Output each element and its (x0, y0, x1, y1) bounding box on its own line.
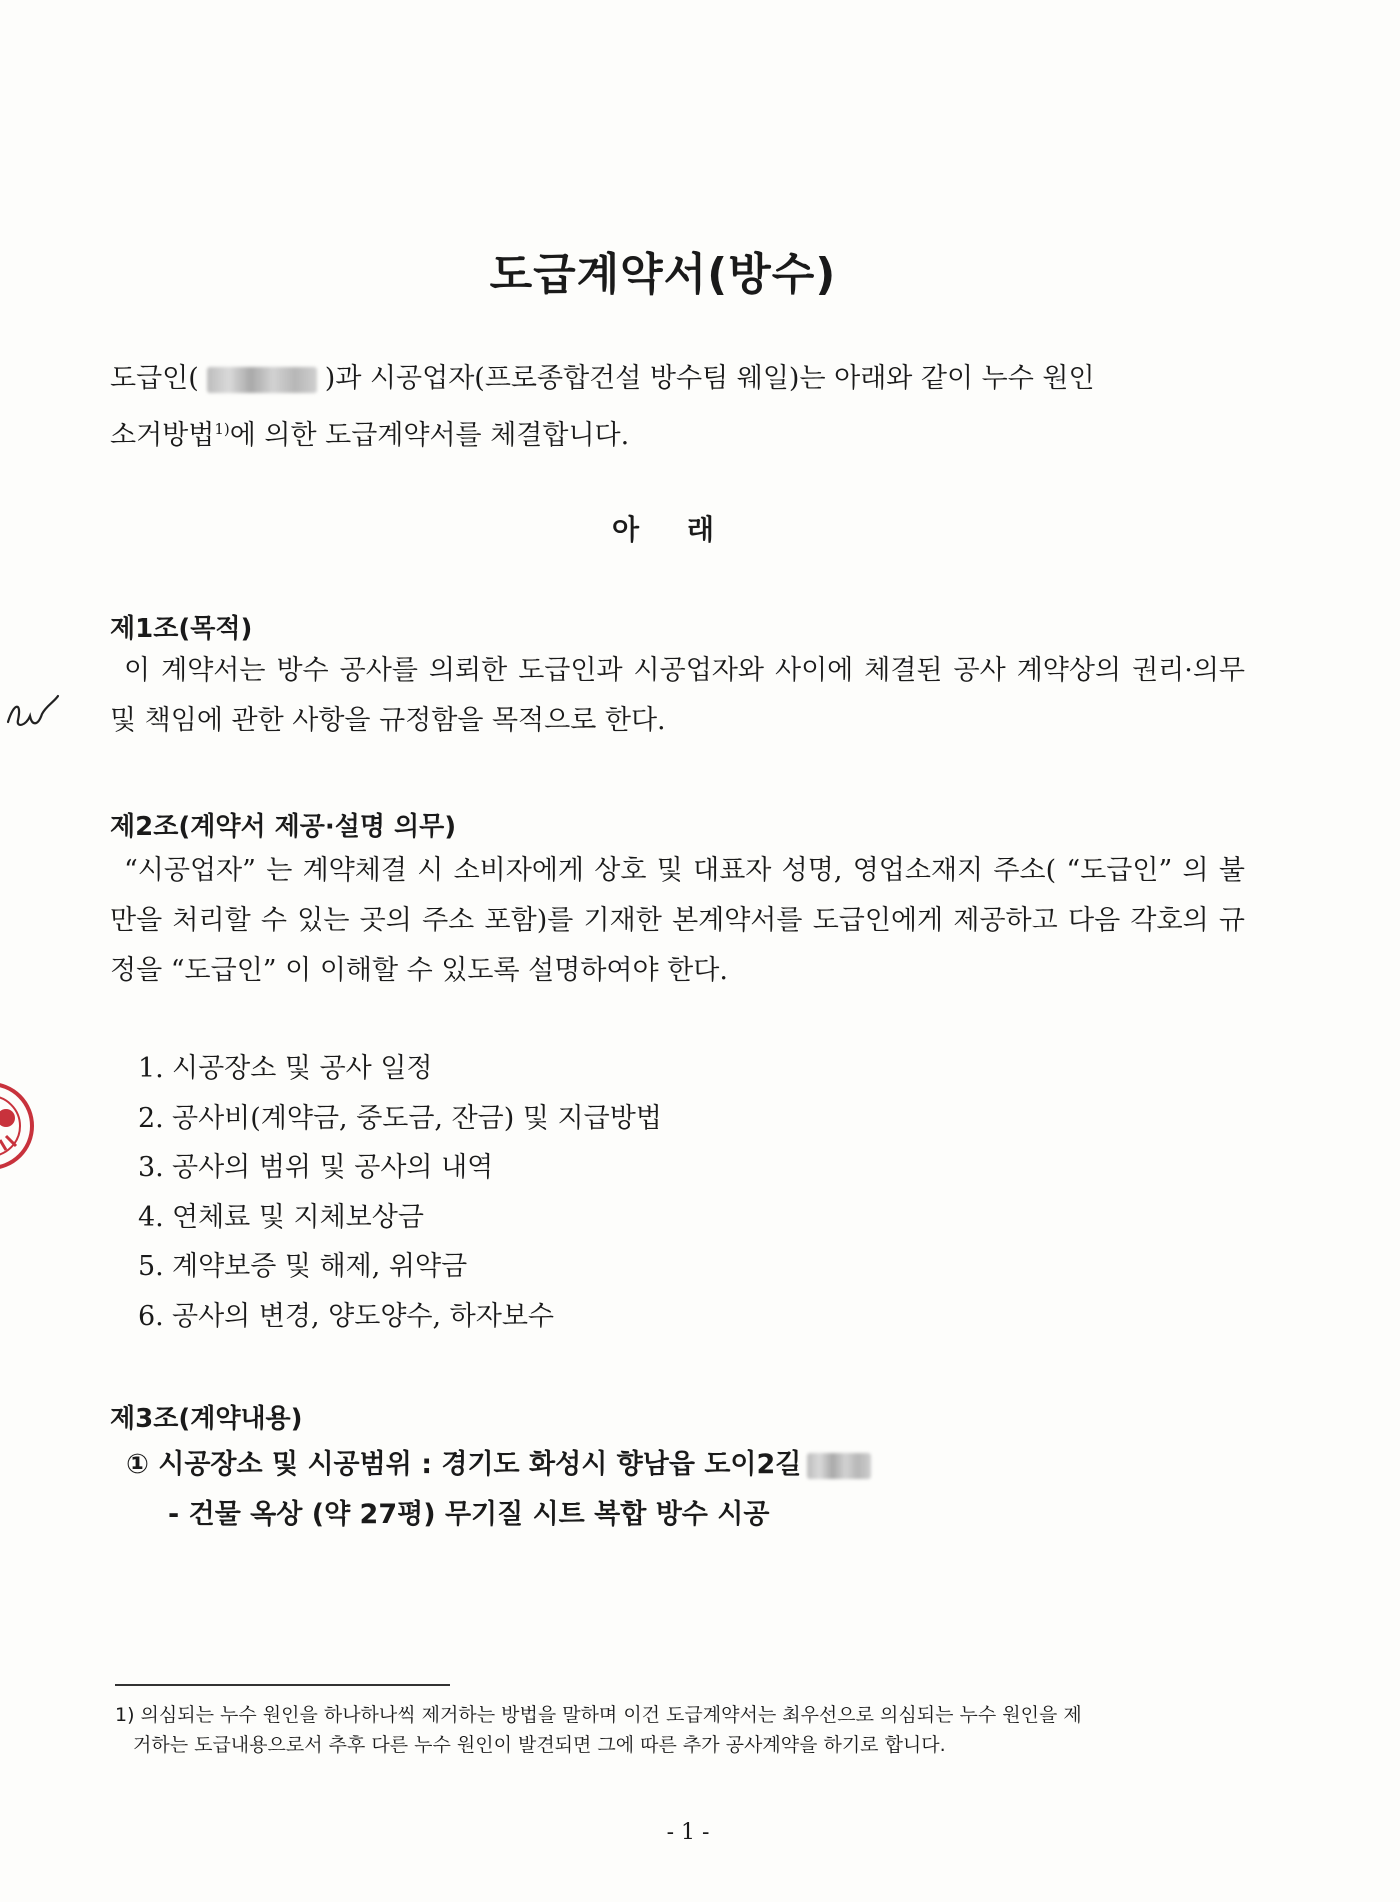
red-seal-stamp (0, 1080, 36, 1172)
item-text: 시공장소 및 공사 일정 (172, 1053, 433, 1084)
list-item (138, 1094, 662, 1144)
heading-left: 아 (611, 513, 639, 546)
clause1-text: ① 시공장소 및 시공범위 : 경기도 화성시 향남읍 도이2길 (126, 1449, 802, 1480)
article1-title: 제1조(목적) (110, 614, 253, 644)
item-text: 공사비(계약금, 중도금, 잔금) 및 지급방법 (172, 1102, 662, 1134)
item-number: 5. (138, 1251, 164, 1282)
intro-text-1: 도급인( (110, 363, 199, 394)
page-number: - 1 - (666, 1820, 710, 1845)
item-text: 연체료 및 지체보상금 (172, 1201, 424, 1233)
item-text: 공사의 변경, 양도양수, 하자보수 (172, 1300, 554, 1332)
article3-clause1-sub: - 건물 옥상 (약 27평) 무기질 시트 복합 방수 시공 (168, 1499, 770, 1530)
redacted-name (207, 367, 317, 393)
footnote (115, 1700, 1250, 1760)
intro-text-4: 에 의한 도급계약서를 체결합니다. (229, 420, 630, 451)
list-item (138, 1242, 662, 1292)
item-text: 공사의 범위 및 공사의 내역 (172, 1152, 494, 1183)
footnote-divider (115, 1684, 450, 1686)
list-item (138, 1044, 662, 1094)
article2-body: “시공업자” 는 계약체결 시 소비자에게 상호 및 대표자 성명, 영업소재지 주소( “도급인” 의 불만을 처리할 수 있는 곳의 주소 포함)를 기재한 본계약서를 도급인에게 제공하고 다음 각호의 규정을 “도급인” 이 이해할 수 있도록 설명하여야 한다. (110, 855, 1245, 986)
article3-title: 제3조(계약내용) (110, 1404, 303, 1434)
redacted-address (807, 1453, 871, 1479)
item-text: 계약보증 및 해제, 위약금 (172, 1251, 468, 1282)
intro-text-2: )과 시공업자(프로종합건설 방수팀 웨일)는 아래와 같이 누수 원인 (324, 363, 1095, 394)
heading-right: 래 (687, 513, 715, 546)
document-title: 도급계약서(방수) (489, 249, 837, 300)
item-number: 2. (138, 1102, 164, 1134)
footnote-reference: 1) (214, 420, 230, 438)
article2-title: 제2조(계약서 제공·설명 의무) (110, 812, 457, 842)
footnote-line-1: 1) 의심되는 누수 원인을 하나하나씩 제거하는 방법을 말하며 이건 도급계약서는 최우선으로 의심되는 누수 원인을 제 (115, 1704, 1082, 1726)
item-number: 4. (138, 1201, 164, 1233)
footnote-line-2: 거하는 도급내용으로서 추후 다른 누수 원인이 발견되면 그에 따른 추가 공사계약을 하기로 합니다. (133, 1734, 946, 1756)
article1-body: 이 계약서는 방수 공사를 의뢰한 도급인과 시공업자와 사이에 체결된 공사 계약상의 권리·의무 및 책임에 관한 사항을 규정함을 목적으로 한다. (110, 655, 1245, 736)
list-item (138, 1143, 662, 1193)
item-number: 1. (138, 1053, 164, 1084)
intro-paragraph (110, 354, 1245, 461)
list-item (138, 1193, 662, 1243)
section-heading (0, 508, 1326, 548)
handwritten-initial-mark (4, 692, 62, 738)
article2-items (138, 1044, 662, 1341)
article3-clause1 (126, 1440, 871, 1490)
list-item (138, 1292, 662, 1342)
item-number: 3. (138, 1152, 164, 1183)
item-number: 6. (138, 1300, 164, 1332)
intro-text-3: 소거방법 (110, 420, 215, 451)
